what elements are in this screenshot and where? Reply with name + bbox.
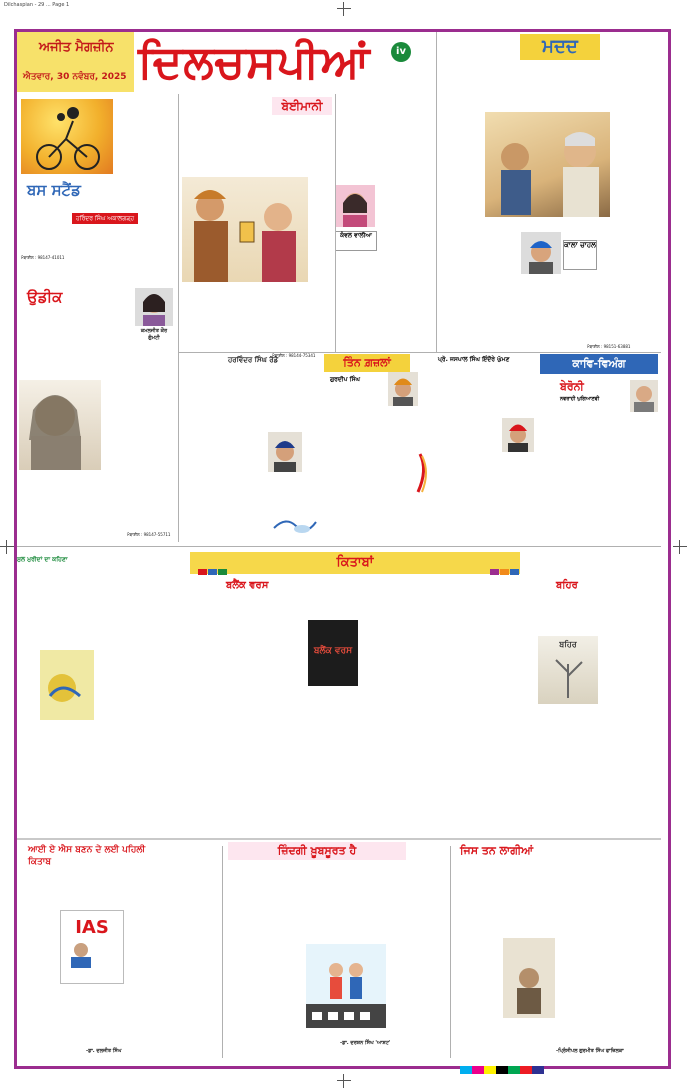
zindagi-reviewer: -ਡਾ. ਦਰਸ਼ਨ ਸਿੰਘ 'ਆਸ਼ਟ' [340, 1040, 391, 1046]
madad-title-bar [520, 34, 600, 60]
bus-stand-title: ਬਸ ਸਟੈਂਡ [27, 181, 81, 199]
book-stack-right-icon [490, 560, 520, 579]
zindagi-cover [306, 944, 386, 1028]
column-rule [222, 846, 223, 1058]
madad-illustration [485, 112, 610, 217]
udeek-phone: ਮੋਬਾਈਲ : 98147-55711 [127, 532, 171, 537]
behar-cover-title: ਬਹਿਰ [559, 640, 577, 649]
author-woman-icon [335, 185, 375, 227]
zindagi-title: ਜ਼ਿੰਦਗੀ ਖ਼ੂਬਸੂਰਤ ਹੈ [277, 844, 357, 857]
old-man-illustration-icon [485, 112, 610, 217]
zindagi-title-bar [228, 842, 406, 860]
story-udeek [17, 268, 177, 542]
tin-gazlan-title: ਤਿੰਨ ਗ਼ਜ਼ਲਾਂ [343, 356, 391, 369]
udeek-author-caption: ਕਮਲਜੀਤ ਕੌਰ ਗੁੰਮਟੀ [140, 328, 168, 341]
poet1-name: ਹਰਵਿੰਦਰ ਸਿੰਘ ਰੋਡੇ [228, 356, 279, 364]
registration-mark-icon [0, 540, 14, 554]
udeek-title: ਉਡੀਕ [27, 288, 63, 306]
jis-tan-title: ਜਿਸ ਤਨ ਲਾਗੀਆਂ [460, 844, 534, 857]
column-rule [436, 32, 437, 352]
beimani-title-bar [272, 97, 332, 115]
kav-viang-bar [540, 354, 658, 374]
madad-title: ਮਦਦ [542, 36, 578, 57]
author-turban-icon [502, 418, 534, 452]
author-turban-icon [268, 432, 302, 472]
column-rule [335, 94, 336, 352]
ias-book-title: ਆਈ ਏ ਐਸ ਬਣਨ ਦੇ ਲਈ ਪਹਿਲੀ ਕਿਤਾਬ [28, 845, 146, 867]
blank-verse-cover [308, 620, 358, 686]
decorative-ornament [272, 514, 318, 536]
feather-quill-icon [410, 452, 430, 496]
lantern-scene-icon [182, 177, 308, 282]
madad-phone: ਮੋਬਾਈਲ : 98151-63881 [587, 344, 631, 349]
jis-tan-cover [503, 938, 555, 1018]
jis-tan-reviewer: -ਪ੍ਰਿੰਸੀਪਲ ਗੁਰਮੀਤ ਸਿੰਘ ਫਾਜ਼ਿਲਕਾ [556, 1048, 624, 1054]
page-number-badge: iv [391, 42, 411, 62]
color-calibration-bar [460, 1066, 544, 1074]
bottom-divider [17, 838, 661, 840]
book-cover-art-icon [40, 650, 94, 720]
poet4-name: ਨਵਰਾਹੀ ਘੁਗਿਆਣਵੀ [560, 396, 600, 402]
author-turban-icon [521, 232, 561, 274]
poet3-name: ਪ੍ਰੋ. ਜਸਪਾਲ ਸਿੰਘ ਇੰਦੌਰੇ ਘੁੱਮਣ [438, 356, 510, 363]
masthead [17, 32, 465, 92]
story-madad [437, 32, 661, 354]
masthead-date-block [17, 32, 134, 92]
jis-tan-title-bar [460, 842, 550, 860]
poet2-photo [388, 372, 418, 406]
poet1-photo [268, 432, 302, 472]
beroni-title: ਬੇਰੋਨੀ [560, 380, 584, 393]
book-cover-figure-icon [503, 938, 555, 1018]
tin-gazlan-bar [324, 354, 410, 372]
kitaban-banner [190, 552, 520, 574]
book-stack-left-icon [198, 560, 228, 579]
beimani-title: ਬੇਈਮਾਨੀ [281, 99, 323, 113]
registration-mark-icon [673, 540, 687, 554]
bus-stand-phone: ਮੋਬਾਈਲ : 98147-41011 [21, 255, 65, 260]
row-rule [17, 546, 661, 547]
bus-stand-author-chip: ਹਰਿੰਦਰ ਸਿੰਘ ਅਕਾਲਗੜ੍ਹ [72, 213, 138, 224]
author-woman-icon [135, 288, 173, 326]
author-turban-icon [388, 372, 418, 406]
blank-verse-title: ਬਲੈਂਕ ਵਰਸ [226, 580, 269, 591]
behar-title: ਬਹਿਰ [556, 580, 578, 591]
udeek-illustration [19, 380, 101, 470]
children-crossing-icon [306, 944, 386, 1028]
udeek-author-photo [135, 288, 173, 326]
poems-section [180, 352, 661, 546]
cyclist-silhouette-icon [21, 99, 113, 174]
row-rule [178, 352, 661, 353]
author-portrait-icon [630, 380, 658, 412]
beimani-author-photo [335, 185, 375, 227]
magazine-name: ਅਜੀਤ ਮੈਗਜ਼ੀਨ [39, 40, 114, 55]
issue-date: ਐਤਵਾਰ, 30 ਨਵੰਬਰ, 2025 [23, 72, 127, 82]
behar-cover [538, 636, 598, 704]
kitaban-col1-title: ਸੁਲ ਮੁਰੀਦਾਂ ਦਾ ਕਹਿਣਾ [17, 556, 68, 563]
registration-mark-icon [337, 2, 351, 16]
madad-author-photo [521, 232, 561, 274]
ias-cover-title: IAS [75, 917, 109, 938]
story-beimani [180, 95, 372, 365]
blank-verse-cover-title: ਬਲੈਂਕ ਵਰਸ [313, 646, 353, 656]
poet4-photo [630, 380, 658, 412]
kav-viang-title: ਕਾਵਿ-ਵਿਅੰਗ [572, 357, 626, 370]
sul-mureedan-cover [40, 650, 94, 720]
poet3-photo [502, 418, 534, 452]
print-slug: Dilchaspian - 29 ... Page 1 [4, 2, 70, 8]
beimani-author-caption: ਕੰਵਲ ਵਾਲੀਆ [335, 231, 377, 251]
registration-mark-icon [337, 1074, 351, 1088]
decorative-swirl-icon [272, 514, 318, 536]
bus-stand-illustration [21, 99, 113, 174]
column-rule [178, 94, 179, 542]
beimani-illustration [182, 177, 308, 282]
page-title: ਦਿਲਚਸਪੀਆਂ [138, 35, 371, 88]
poet2-name: ਗੁਰਦੀਪ ਸਿੰਘ [330, 376, 361, 383]
ias-book-cover [60, 910, 124, 984]
ias-reviewer: -ਡਾ. ਦਲਜੀਤ ਸਿੰਘ [86, 1048, 122, 1054]
cover-portrait-icon [61, 938, 123, 968]
kitaban-title: ਕਿਤਾਬਾਂ [336, 555, 374, 570]
madad-author-caption: ਕਾਲਾ ਚਾਹਲ [563, 240, 597, 270]
beimani-phone: ਮੋਬਾਈਲ : 98144-75341 [272, 353, 316, 358]
column-rule [450, 846, 451, 1058]
old-woman-sketch-icon [19, 380, 101, 470]
story-bus-stand [17, 95, 179, 265]
quill-illustration [410, 452, 430, 496]
tree-sketch-icon [538, 650, 598, 700]
